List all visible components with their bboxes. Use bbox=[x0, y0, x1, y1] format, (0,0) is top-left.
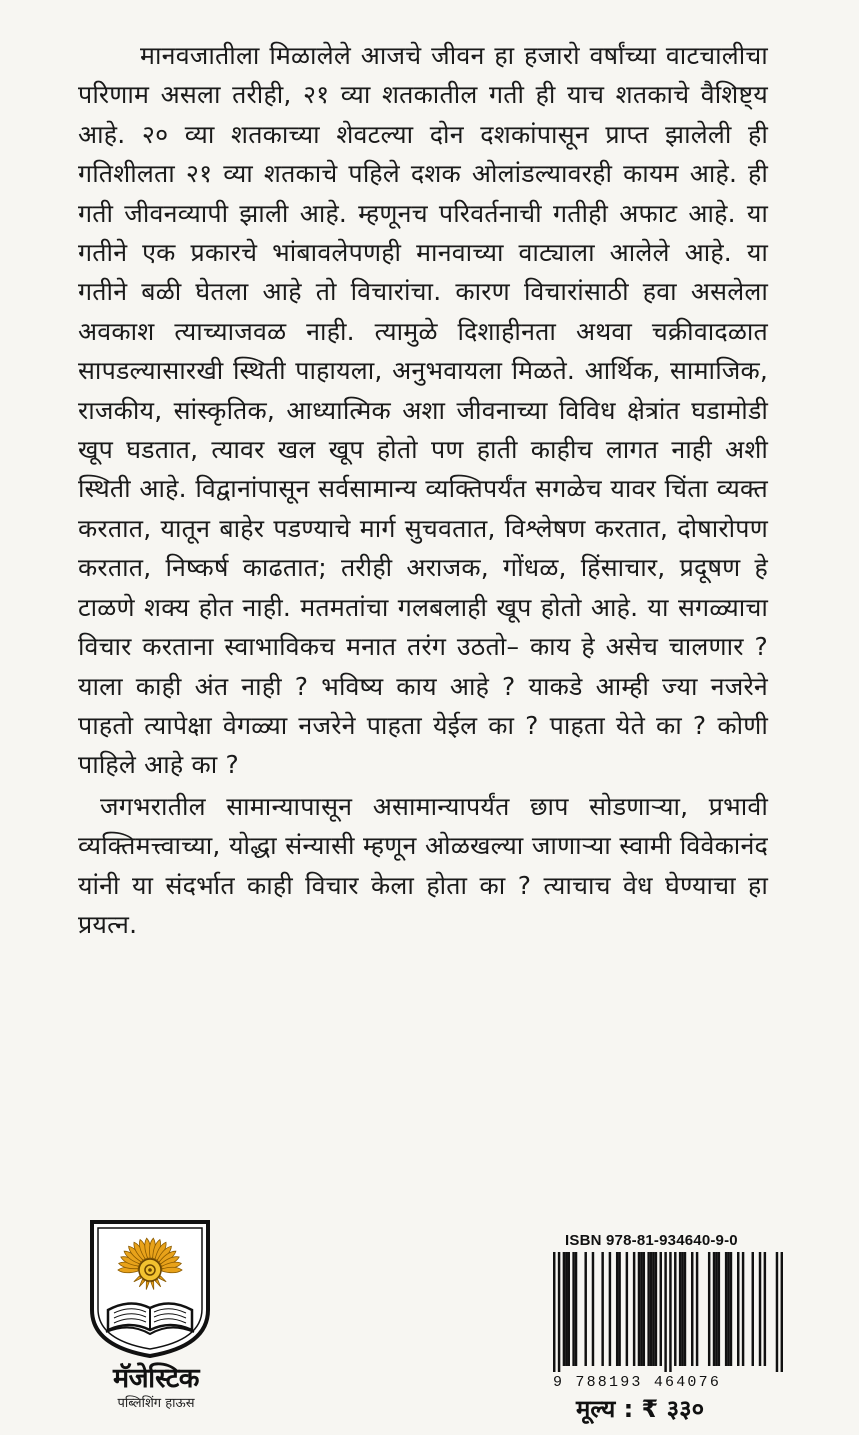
barcode-digits: 9 788193 464076 bbox=[553, 1374, 722, 1391]
barcode-bar bbox=[781, 1252, 783, 1372]
barcode-bar bbox=[553, 1252, 555, 1372]
barcode-bar bbox=[652, 1252, 654, 1366]
barcode-bar bbox=[696, 1252, 698, 1366]
blurb-paragraph-1: मानवजातीला मिळालेले आजचे जीवन हा हजारो वर्षांच्या वाटचालीचा परिणाम असला तरीही, २१ व्या शतकातील गती ही याच शतकाचे वैशिष्ट्य आहे. २० व्या शतकाच्या शेवटल्या दोन दशकांपासून प्राप्त झालेली ही गतिशीलता २१ व्या शतकाचे पहिले दशक ओलांडल्यावरही कायम आहे. ही गती जीवनव्यापी झाली आहे. म्हणूनच परिवर्तनाची गतीही अफाट आहे. या गतीने एक प्रकारचे भांबावलेपणही मानवाच्या वाट्याला आलेले आहे. या गतीने बळी घेतला आहे तो विचारांचा. कारण विचारांसाठी हवा असलेला अवकाश त्याच्याजवळ नाही. त्यामुळे दिशाहीनता अथवा चक्रीवादळात सापडल्यासारखी स्थिती पाहायला, अनुभवायला मिळते. आर्थिक, सामाजिक, राजकीय, सांस्कृतिक, आध्यात्मिक अशा जीवनाच्या विविध क्षेत्रांत घडामोडी खूप घडतात, त्यावर खल खूप होतो पण हाती काहीच लागत नाही अशी स्थिती आहे. विद्वानांपासून सर्वसामान्य व्यक्तिपर्यंत सगळेच यावर चिंता व्यक्त करतात, यातून बाहेर पडण्याचे मार्ग सुचवतात, विश्लेषण करतात, दोषारोपण करतात, निष्कर्ष काढतात; तरीही अराजक, गोंधळ, हिंसाचार, प्रदूषण हे टाळणे शक्य होत नाही. मतमतांचा गलबलाही खूप होतो आहे. या सगळ्याचा विचार करताना स्वाभाविकच मनात तरंग उठतो– काय हे असेच चालणार ? याला काही अंत नाही ? भविष्य काय आहे ? याकडे आम्ही ज्या नजरेने पाहतो त्यापेक्षा वेगळ्या नजरेने पाहता येईल का ? पाहता येते का ? कोणी पाहिले आहे का ? bbox=[78, 41, 768, 780]
barcode-bar bbox=[563, 1252, 565, 1366]
barcode-bar bbox=[674, 1252, 676, 1366]
barcode-bar bbox=[718, 1252, 720, 1366]
barcode-bar bbox=[633, 1252, 635, 1366]
sun-ray bbox=[162, 1267, 182, 1273]
barcode-bar bbox=[643, 1252, 645, 1366]
barcode-bar bbox=[650, 1252, 652, 1366]
barcode-bar bbox=[568, 1252, 570, 1366]
barcode-bar bbox=[727, 1252, 729, 1366]
barcode-bar bbox=[759, 1252, 761, 1366]
barcode-bar bbox=[715, 1252, 717, 1366]
barcode-bar bbox=[558, 1252, 560, 1372]
open-book-with-sun-icon bbox=[86, 1218, 214, 1358]
barcode-bar bbox=[737, 1252, 739, 1366]
blurb-text bbox=[78, 36, 768, 944]
barcode-bar bbox=[664, 1252, 666, 1372]
barcode-bar bbox=[584, 1252, 586, 1366]
barcode-bar bbox=[679, 1252, 681, 1366]
barcode-bar bbox=[725, 1252, 727, 1366]
barcode-bar bbox=[669, 1252, 671, 1372]
publisher-logo bbox=[76, 1218, 236, 1418]
barcode-bar bbox=[638, 1252, 640, 1366]
isbn-label: ISBN 978-81-934640-9-0 bbox=[565, 1232, 738, 1249]
barcode-bar bbox=[640, 1252, 642, 1366]
isbn-barcode bbox=[553, 1252, 783, 1372]
barcode-bar bbox=[601, 1252, 603, 1366]
publisher-name: मॅजेस्टिक bbox=[112, 1363, 200, 1394]
price-label: मूल्य : ₹ ३३० bbox=[576, 1395, 705, 1423]
barcode-bar bbox=[575, 1252, 577, 1366]
barcode-bar bbox=[647, 1252, 649, 1366]
barcode-bar bbox=[730, 1252, 732, 1366]
barcode-bar bbox=[742, 1252, 744, 1366]
barcode-bar bbox=[618, 1252, 620, 1366]
barcode-bar bbox=[609, 1252, 611, 1366]
blurb-paragraph-2: जगभरातील सामान्यापासून असामान्यापर्यंत छाप सोडणाऱ्या, प्रभावी व्यक्तिमत्त्वाच्या, योद्धा संन्यासी म्हणून ओळखल्या जाणाऱ्या स्वामी विवेकानंद यांनी या संदर्भात काही विचार केला होता का ? त्याचाच वेध घेण्याचा हा प्रयत्न. bbox=[78, 791, 768, 939]
barcode-bar bbox=[776, 1252, 778, 1372]
barcode-bar bbox=[684, 1252, 686, 1366]
barcode-bar bbox=[572, 1252, 574, 1366]
barcode-bar bbox=[752, 1252, 754, 1366]
barcode-bar bbox=[626, 1252, 628, 1366]
barcode-bar bbox=[764, 1252, 766, 1366]
barcode-bar bbox=[691, 1252, 693, 1366]
barcode-bar bbox=[655, 1252, 657, 1366]
barcode-bar bbox=[592, 1252, 594, 1366]
barcode-bar bbox=[681, 1252, 683, 1366]
barcode-bar bbox=[660, 1252, 662, 1366]
barcode-bar bbox=[565, 1252, 567, 1366]
barcode-bar bbox=[713, 1252, 715, 1366]
publisher-subtitle: पब्लिशिंग हाऊस bbox=[117, 1396, 195, 1411]
barcode-bar bbox=[708, 1252, 710, 1366]
barcode-bar bbox=[616, 1252, 618, 1366]
